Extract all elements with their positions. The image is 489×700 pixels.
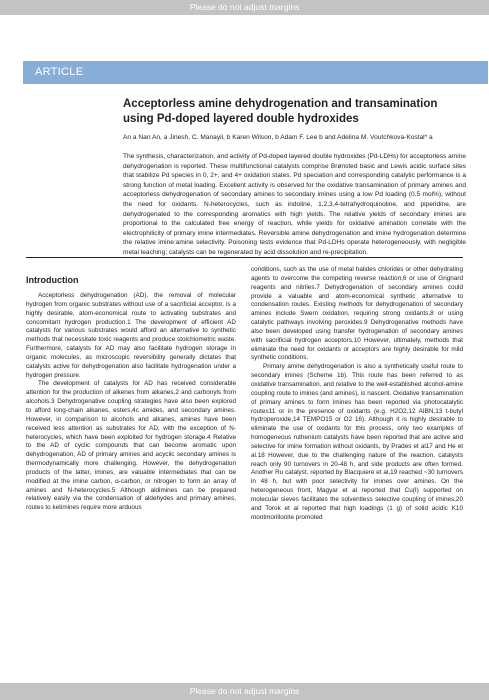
- right-column: [251, 266, 463, 522]
- author-list: An a Nan An, a Jinesh, C. Manayil, b Karen Wilson, b Adam F. Lee b and Adelina M. Voutchkova-Kostal* a: [123, 134, 433, 141]
- paragraph: Acceptorless dehydrogenation (AD), the removal of molecular hydrogen from organic substrates without use of a sacrificial acceptor, is a highly desirable, atom-economical route to activating substrates and concomitant hydrogen production.1 The development of efficient AD catalysts for various substrates would afford an alternative to synthetic methods that necessitate toxic reagents and produce stoichiometric waste. Furthermore, catalysts for AD may also facilitate hydrogen storage in organic molecules, as microscopic reversibility generally dictates that catalysts active for dehydrogenation also facilitate hydrogenation under a hydrogen pressure.: [26, 292, 236, 379]
- article-title: Acceptorless amine dehydrogenation and transamination using Pd-doped layered double hydroxides: [123, 98, 438, 125]
- article-type-banner: ARTICLE: [23, 61, 488, 84]
- left-column: [26, 292, 236, 513]
- bottom-margin-notice: Please do not adjust margins: [0, 683, 489, 700]
- section-heading-introduction: Introduction: [26, 275, 79, 285]
- top-margin-notice: Please do not adjust margins: [0, 0, 489, 15]
- paragraph: conditions, such as the use of metal halides chlorides or other dehydrating agents to overcome the competing reverse reaction,6 or use of Grignard reagents and nitriles.7 Dehydrogenation of secondary amines could provide a valuable and atom-economical synthetic alternative to condensation routes. Existing methods for dehydrogenation of secondary amines include Swern oxidation, requiring strong oxidants,8 or using catalytic pathways involving peroxides.9 Dehydrogenative methods have also been developed using transfer hydrogenation of secondary amines with sacrificial hydrogen acceptors.10 However, ultimately, methods that eliminate the need for oxidants or acceptors are highly desirable for mild synthetic conditions.: [251, 266, 463, 362]
- paragraph: Primary amine dehydrogenation is also a synthetically useful route to secondary imines (Scheme 1b). This route has been referred to as oxidative transamination, and relative to the well-established alcohol-amine coupling route to imines (and amines), is nascent. Oxidative transamination of primary amines to form imines has been reported via photocatalytic routes11 or in the presence of oxidants (e.g. H2O2,12 AIBN,13 t-butyl hydroperoxide,14 TEMPO15 or O2 16). Although it is highly desirable to eliminate the use of oxidants for this process, only two examples of homogeneous ruthenium catalysts have been reported that are active and selective for imine formation without oxidants, by Prades et al17 and He et al.18 However, due to the challenging nature of the reaction, catalysts reach only 90 turnovers in 20-48 h, and side products are often formed. Another Ru catalyst, reported by Blacquiere et al,19 reached ~30 turnovers in 48 h, but with poor selectivity for imines over amines. On the heterogeneous front, Magyar et al reported that Cu(I) supported on molecular sieves facilitates the solventless selective coupling of imines,20 and Torok et al reported that high loadings (1 g) of solid acidic K10 montmorillonite promoted: [251, 363, 463, 521]
- paragraph: The development of catalysts for AD has received considerable attention for the production of alkenes from alkanes,2 and carbonyls from alcohols.3 Dehydrogenative coupling strategies have also been explored to afford long-chain alkanes, esters,4c amides, and secondary amines. However, in comparison to alcohols and alkanes, amines have been received less attention as substrates for AD, with the exception of N-heterocycles, which have been exploited for hydrogen storage.4 Relative to the AD of cyclic compounds that can become aromatic upon dehydrogenation, AD of primary amines and acyclic secondary amines is thermodynamically more challenging. However, the dehydrogenation products of the latter, imines, are valuable intermediates that can be modified at the imine carbon, α-carbon, or nitrogen to form an array of amines and N-heterocycles.5 Although aldimines can be prepared relatively easily via the condensation of aldehydes and primary amines, routes to ketimines require more arduous: [26, 380, 236, 512]
- abstract-divider: [26, 257, 463, 258]
- abstract: The synthesis, characterization, and activity of Pd-doped layered double hydroxides (Pd-LDHs) for acceptorless amine dehydrogenation is reported. These multifunctional catalysts comprise Brønsted basic and Lewis acidic surface sites that stabilize Pd species in 0, 2+, and 4+ oxidation states. Pd speciation and corresponding catalytic performance is a strong function of metal loading. Excellent activity is observed for the oxidative transamination of primary amines and acceptorless dehydrogenation of secondary amines to secondary imines using a low Pd loading (0.5 mol%), without the need for oxidants. N-heterocycles, such as indoline, 1,2,3,4-tetrahydroquinoline, and piperidine, are dehydrogenated to the corresponding aromatics with high yields. The relative yields of secondary imines are proportional to the calculated free energy of reaction, while yields for oxidative amination correlate with the electrophilicity of primary imine intermediates. Reversible amine dehydrogenation and imine hydrogenation determine the relative imine:amine selectivity. Poisoning tests evidence that Pd-LDHs operate heterogeneously, with negligible metal leaching; catalysts can be regenerated by acid dissolution and re-precipitation.: [123, 153, 466, 256]
